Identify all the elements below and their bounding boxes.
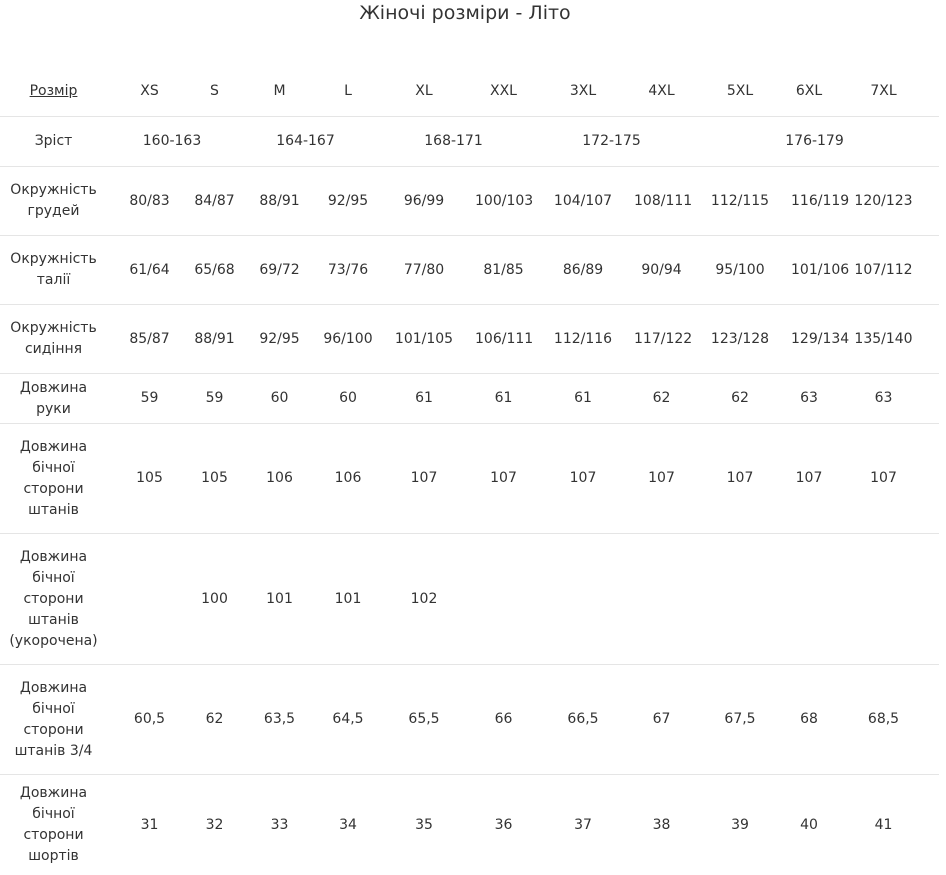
measurement-cell: 96/100 (322, 305, 374, 374)
measurement-cell: 135/140 (828, 305, 939, 374)
measurement-cell: 62 (633, 374, 690, 424)
measurement-cell: 106 (237, 424, 322, 534)
row-label: Окружність сидіння (0, 305, 107, 374)
measurement-cell: 60 (237, 374, 322, 424)
measurement-cell: 37 (533, 775, 633, 875)
row-label: Зріст (0, 117, 107, 167)
measurement-cell: 107 (533, 424, 633, 534)
measurement-cell: 117/122 (633, 305, 690, 374)
measurement-cell: 105 (107, 424, 192, 534)
measurement-cell: 108/111 (633, 167, 690, 236)
height-row (0, 117, 939, 167)
measurement-cell: 107 (474, 424, 533, 534)
measurement-cell: 32 (192, 775, 237, 875)
pants-34-length-row (0, 665, 939, 775)
measurement-cell: 68 (790, 665, 828, 775)
measurement-cell: 59 (107, 374, 192, 424)
size-chart-table (0, 67, 939, 875)
measurement-cell: 101 (322, 534, 374, 665)
measurement-cell: 86/89 (533, 236, 633, 305)
size-header-xl: XL (374, 67, 474, 117)
measurement-cell (107, 534, 192, 665)
size-header-xs: XS (107, 67, 192, 117)
measurement-cell: 65/68 (192, 236, 237, 305)
measurement-cell: 107 (828, 424, 939, 534)
page-title: Жіночі розміри - Літо (0, 2, 930, 24)
measurement-cell: 105 (192, 424, 237, 534)
size-header-5xl: 5XL (690, 67, 790, 117)
size-header-7xl: 7XL (828, 67, 939, 117)
row-label: Довжина бічної сторони штанів (0, 424, 107, 534)
measurement-cell: 100 (192, 534, 237, 665)
row-label: Довжина бічної сторони штанів (укорочена) (0, 534, 107, 665)
measurement-cell: 61 (474, 374, 533, 424)
measurement-cell: 31 (107, 775, 192, 875)
chest-row (0, 167, 939, 236)
measurement-cell: 104/107 (533, 167, 633, 236)
size-link-cell[interactable] (0, 67, 107, 117)
size-header-3xl: 3XL (533, 67, 633, 117)
size-header-xxl: XXL (474, 67, 533, 117)
measurement-cell: 95/100 (690, 236, 790, 305)
size-header-s: S (192, 67, 237, 117)
measurement-cell: 90/94 (633, 236, 690, 305)
measurement-cell: 33 (237, 775, 322, 875)
measurement-cell: 61/64 (107, 236, 192, 305)
measurement-cell: 80/83 (107, 167, 192, 236)
measurement-cell: 107 (690, 424, 790, 534)
measurement-cell: 66,5 (533, 665, 633, 775)
measurement-cell: 69/72 (237, 236, 322, 305)
measurement-cell: 41 (828, 775, 939, 875)
measurement-cell (533, 534, 633, 665)
measurement-cell: 38 (633, 775, 690, 875)
pants-short-length-row (0, 534, 939, 665)
measurement-cell: 92/95 (322, 167, 374, 236)
height-group-cell: 168-171 (374, 117, 533, 167)
shorts-length-row (0, 775, 939, 875)
measurement-cell: 107 (633, 424, 690, 534)
measurement-cell: 65,5 (374, 665, 474, 775)
measurement-cell: 123/128 (690, 305, 790, 374)
measurement-cell: 61 (533, 374, 633, 424)
measurement-cell: 106 (322, 424, 374, 534)
size-header-l: L (322, 67, 374, 117)
measurement-cell (474, 534, 533, 665)
measurement-cell: 107 (374, 424, 474, 534)
measurement-cell: 35 (374, 775, 474, 875)
measurement-cell: 66 (474, 665, 533, 775)
measurement-cell: 92/95 (237, 305, 322, 374)
size-link[interactable]: Розмір (30, 83, 78, 99)
measurement-cell: 60,5 (107, 665, 192, 775)
measurement-cell: 77/80 (374, 236, 474, 305)
measurement-cell: 88/91 (237, 167, 322, 236)
measurement-cell: 107 (790, 424, 828, 534)
row-label: Окружність грудей (0, 167, 107, 236)
measurement-cell: 84/87 (192, 167, 237, 236)
measurement-cell: 116/119 (790, 167, 828, 236)
measurement-cell: 73/76 (322, 236, 374, 305)
measurement-cell: 67 (633, 665, 690, 775)
measurement-cell: 112/116 (533, 305, 633, 374)
measurement-cell: 63,5 (237, 665, 322, 775)
measurement-cell: 64,5 (322, 665, 374, 775)
measurement-cell: 85/87 (107, 305, 192, 374)
measurement-cell: 62 (690, 374, 790, 424)
measurement-cell: 107/112 (828, 236, 939, 305)
measurement-cell: 63 (790, 374, 828, 424)
measurement-cell (690, 534, 790, 665)
measurement-cell: 63 (828, 374, 939, 424)
measurement-cell: 120/123 (828, 167, 939, 236)
measurement-cell: 39 (690, 775, 790, 875)
measurement-cell: 112/115 (690, 167, 790, 236)
row-label: Довжина руки (0, 374, 107, 424)
measurement-cell: 81/85 (474, 236, 533, 305)
measurement-cell: 36 (474, 775, 533, 875)
row-label: Довжина бічної сторони штанів 3/4 (0, 665, 107, 775)
measurement-cell: 101/106 (790, 236, 828, 305)
measurement-cell: 101/105 (374, 305, 474, 374)
seat-row (0, 305, 939, 374)
measurement-cell: 34 (322, 775, 374, 875)
height-group-cell: 176-179 (690, 117, 939, 167)
measurement-cell: 100/103 (474, 167, 533, 236)
measurement-cell: 67,5 (690, 665, 790, 775)
measurement-cell: 96/99 (374, 167, 474, 236)
measurement-cell (828, 534, 939, 665)
height-group-cell: 164-167 (237, 117, 374, 167)
measurement-cell: 62 (192, 665, 237, 775)
row-label: Довжина бічної сторони шортів (0, 775, 107, 875)
height-group-cell: 172-175 (533, 117, 690, 167)
arm-length-row (0, 374, 939, 424)
measurement-cell: 88/91 (192, 305, 237, 374)
height-group-cell: 160-163 (107, 117, 237, 167)
measurement-cell: 102 (374, 534, 474, 665)
measurement-cell: 68,5 (828, 665, 939, 775)
measurement-cell: 59 (192, 374, 237, 424)
measurement-cell: 40 (790, 775, 828, 875)
measurement-cell: 101 (237, 534, 322, 665)
measurement-cell: 60 (322, 374, 374, 424)
measurement-cell (633, 534, 690, 665)
size-header-6xl: 6XL (790, 67, 828, 117)
measurement-cell: 61 (374, 374, 474, 424)
size-header-row (0, 67, 939, 117)
size-header-m: M (237, 67, 322, 117)
waist-row (0, 236, 939, 305)
measurement-cell (790, 534, 828, 665)
size-header-4xl: 4XL (633, 67, 690, 117)
measurement-cell: 129/134 (790, 305, 828, 374)
measurement-cell: 106/111 (474, 305, 533, 374)
row-label: Окружність талії (0, 236, 107, 305)
pants-length-row (0, 424, 939, 534)
